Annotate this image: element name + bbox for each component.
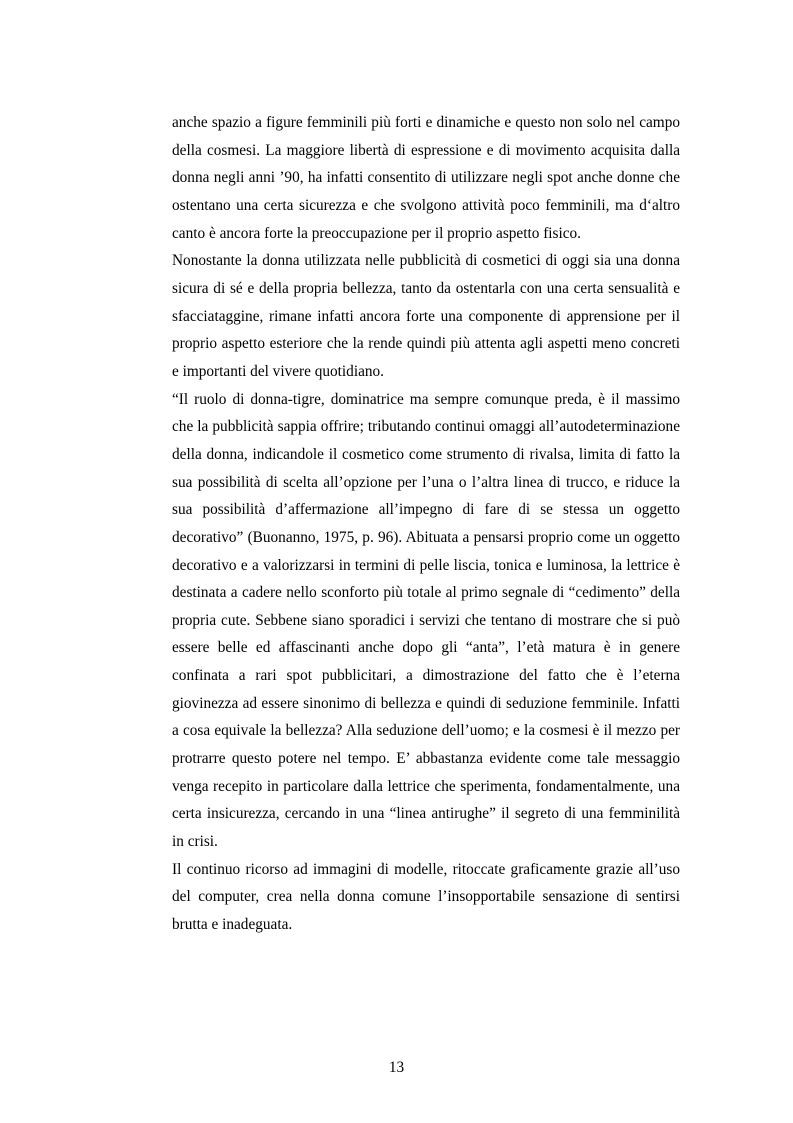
page-number: 13 [388,1059,405,1076]
paragraph-4: Il continuo ricorso ad immagini di modelle, ritoccate graficamente grazie all’uso del computer, crea nella donna comune l’insopportabile sensazione di sentirsi brutta e inadeguata. [172,860,680,934]
paragraph-1: anche spazio a figure femminili più forti e dinamiche e questo non solo nel campo della cosmesi. La maggiore libertà di espressione e di movimento acquisita dalla donna negli anni ’90, ha infatti consentito di utilizzare negli spot anche donne che ostentano una certa sicurezza e che svolgono attività poco femminili, ma d‘altro canto è ancora forte la preoccupazione per il proprio aspetto fisico. [172,114,680,242]
paragraph-2: Nonostante la donna utilizzata nelle pubblicità di cosmetici di oggi sia una donna sicura di sé e della propria bellezza, tanto da ostentarla con una certa sensualità e sfacciataggine, rimane infatti ancora forte una componente di apprensione per il proprio aspetto esteriore che la rende quindi più attenta agli aspetti meno concreti e importanti del vivere quotidiano. [172,252,680,380]
paragraph-3: “Il ruolo di donna-tigre, dominatrice ma sempre comunque preda, è il massimo che la pubblicità sappia offrire; tributando continui omaggi all’autodeterminazione della donna, indicandole il cosmetico come strumento di rivalsa, limita di fatto la sua possibilità di scelta all’opzione per l’una o l’altra linea di trucco, e riduce la sua possibilità d’affermazione all’impegno di fare di se stessa un oggetto decorativo” (Buonanno, 1975, p. 96). Abituata a pensarsi proprio come un oggetto decorativo e a valorizzarsi in termini di pelle liscia, tonica e luminosa, la lettrice è destinata a cadere nello sconforto più totale al primo segnale di “cedimento” della propria cute. Sebbene siano sporadici i servizi che tentano di mostrare che si può essere belle ed affascinanti anche dopo gli “anta”, l’età matura è in genere confinata a rari spot pubblicitari, a dimostrazione del fatto che è l’eterna giovinezza ad essere sinonimo di bellezza e quindi di seduzione femminile. Infatti a cosa equivale la bellezza? Alla seduzione dell’uomo; e la cosmesi è il mezzo per protrarre questo potere nel tempo. E’ abbastanza evidente come tale messaggio venga recepito in particolare dalla lettrice che sperimenta, fondamentalmente, una certa insicurezza, cercando in una “linea antirughe” il segreto di una femminilità in crisi. [172,390,680,851]
body-text [172,109,680,939]
